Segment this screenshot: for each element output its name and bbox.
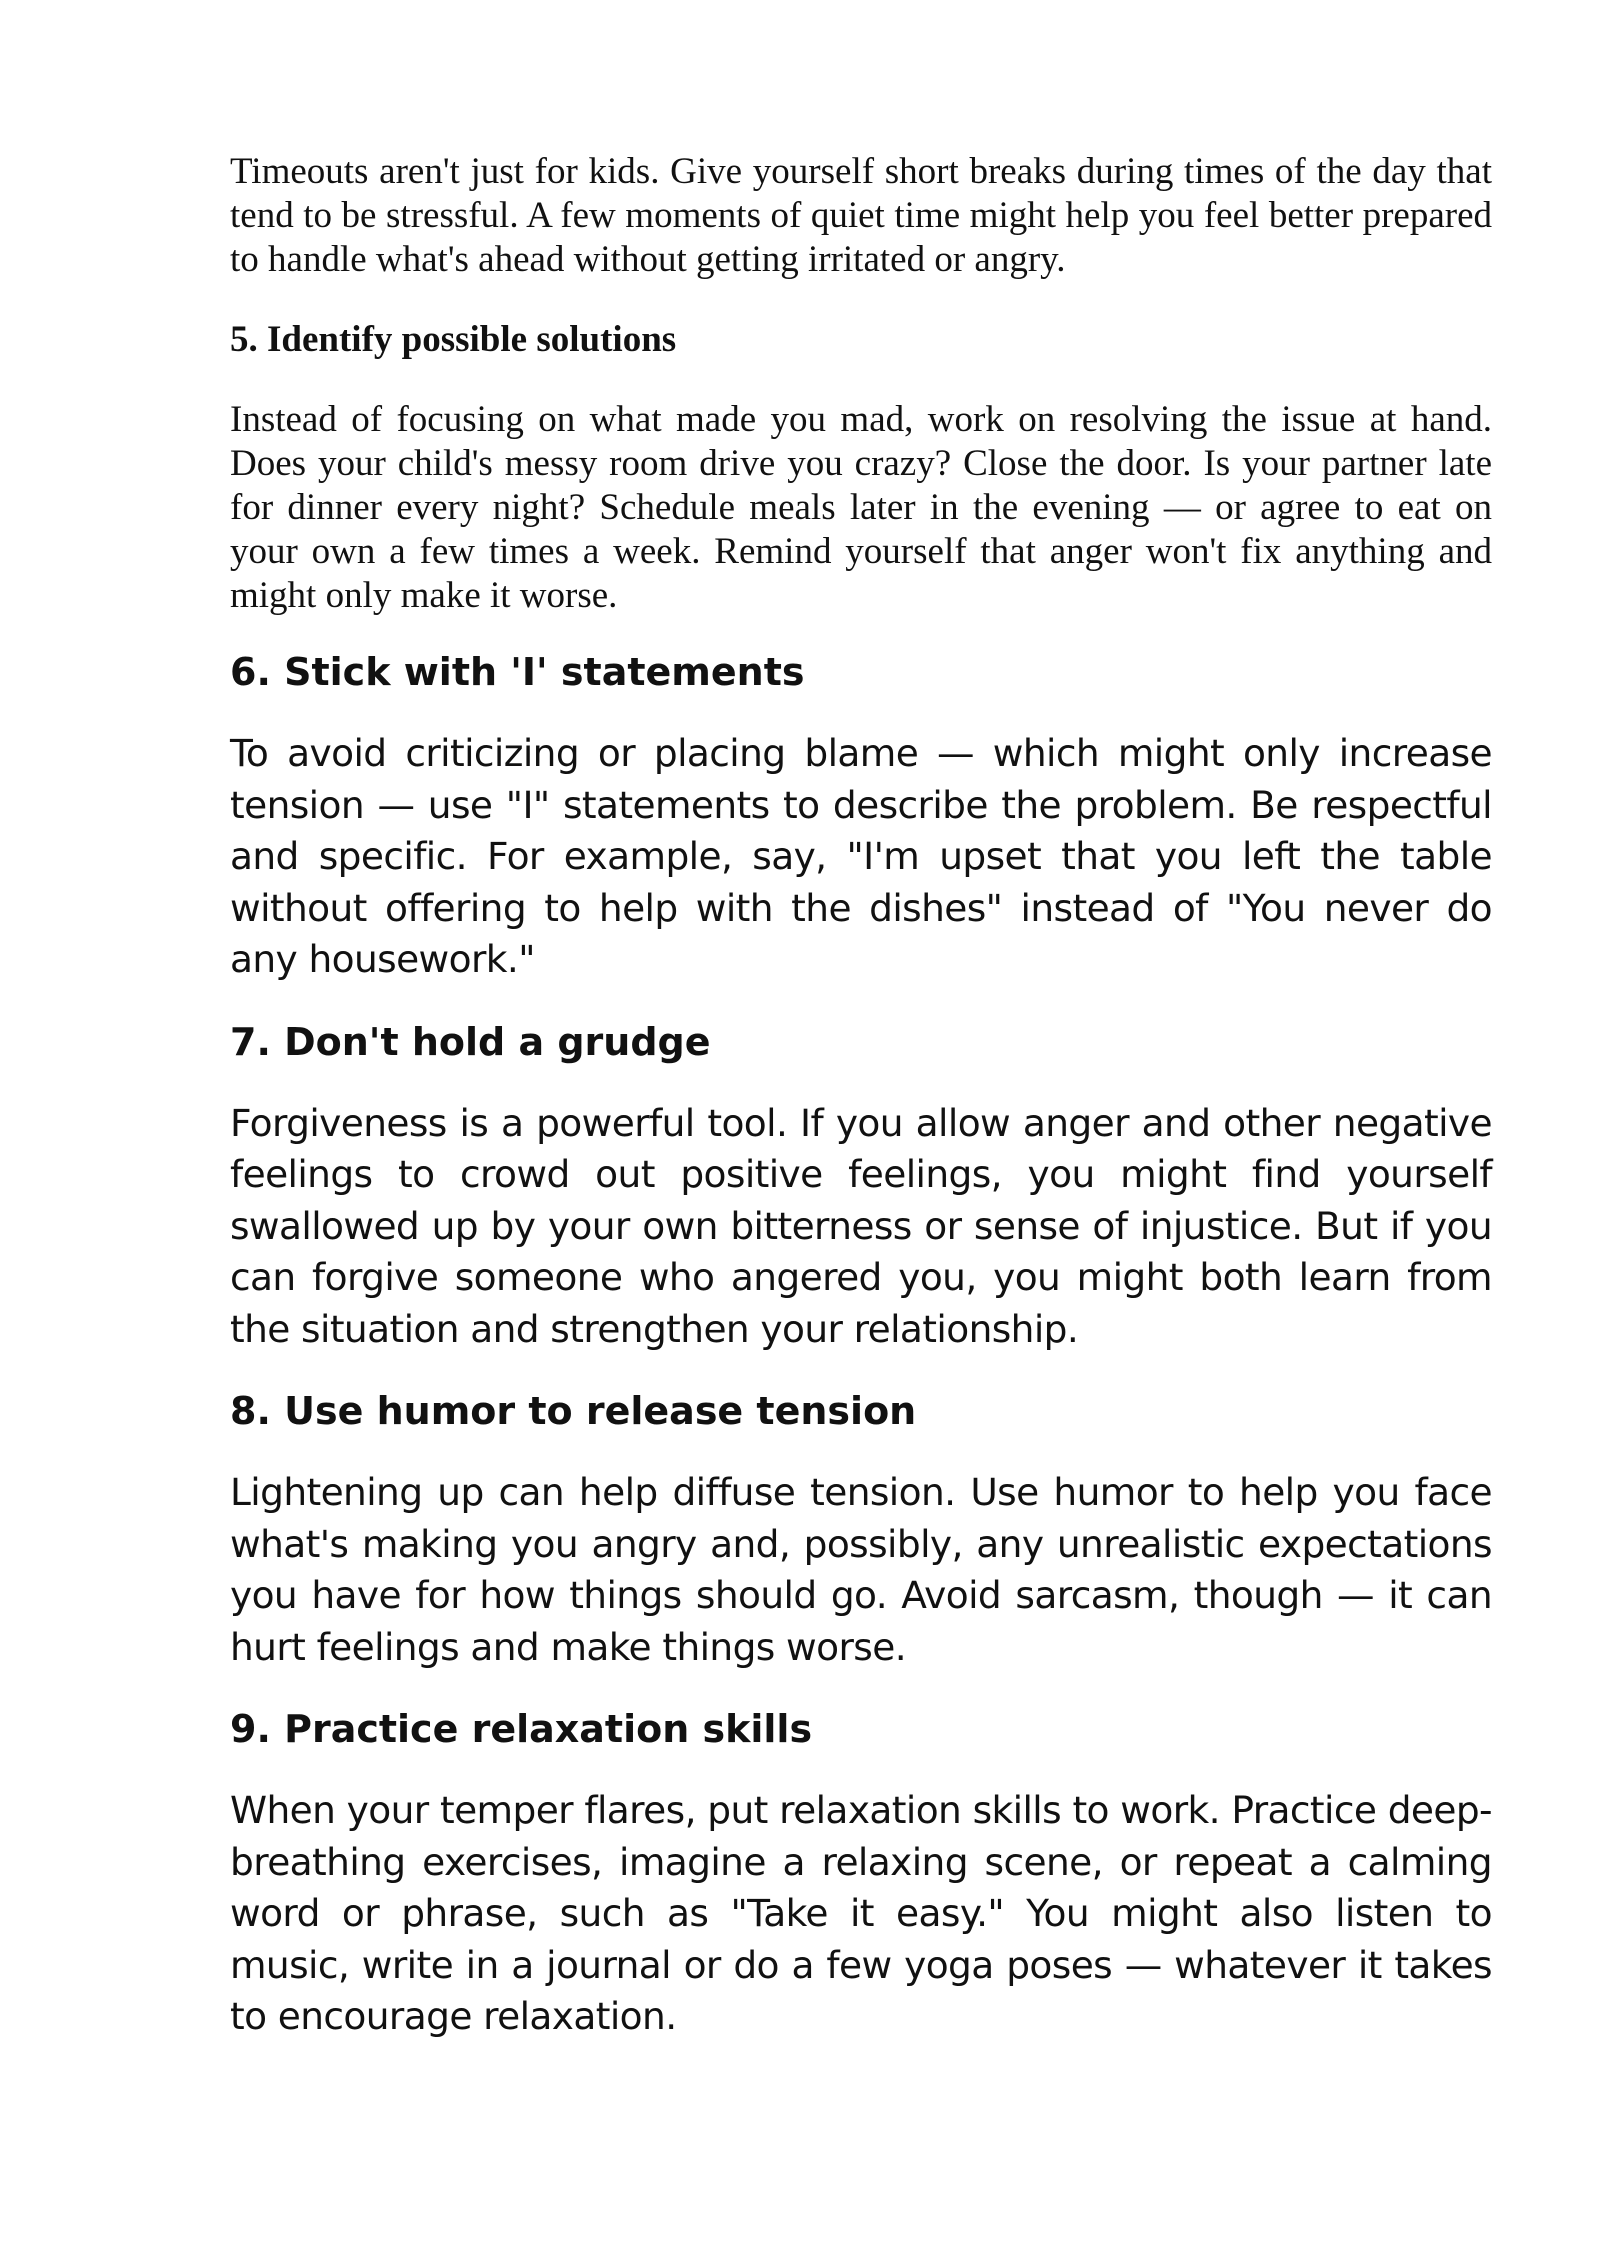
timeouts-paragraph: Timeouts aren't just for kids. Give yourself short breaks during times of the day that tend to be stressful. A few moments of quiet time might help you feel better prepared to handle what's ahead without getting irritated or angry. — [230, 151, 1492, 280]
section-heading-6: 6. Stick with 'I' statements — [230, 650, 805, 694]
section-heading-9: 9. Practice relaxation skills — [230, 1707, 813, 1751]
section-paragraph-6: To avoid criticizing or placing blame — which might only increase tension — use "I" statements to describe the problem. Be respectful and specific. For example, say, "I'm upset that you left the table without offering to help with the dishes" instead of "You never do any housework." — [230, 731, 1492, 981]
section-paragraph-7: Forgiveness is a powerful tool. If you allow anger and other negative feelings to crowd out positive feelings, you might find yourself swallowed up by your own bitterness or sense of injustice. But if you can forgive someone who angered you, you might both learn from the situation and strengthen your relationship. — [230, 1100, 1492, 1351]
section-paragraph-8: Lightening up can help diffuse tension. Use humor to help you face what's making you angry and, possibly, any unrealistic expectations you have for how things should go. Avoid sarcasm, though — it can hurt feelings and make things worse. — [230, 1470, 1492, 1669]
section-heading-5: 5. Identify possible solutions — [230, 319, 677, 360]
section-paragraph-5: Instead of focusing on what made you mad, work on resolving the issue at hand. Does your child's messy room drive you crazy? Close the door. Is your partner late for dinner every night? Schedule meals later in the evening — or agree to eat on your own a few times a week. Remind yourself that anger won't fix anything and might only make it worse. — [230, 399, 1492, 616]
section-heading-7: 7. Don't hold a grudge — [230, 1019, 711, 1064]
section-heading-8: 8. Use humor to release tension — [230, 1389, 917, 1433]
section-paragraph-9: When your temper flares, put relaxation skills to work. Practice deep-breathing exercises, imagine a relaxing scene, or repeat a calming word or phrase, such as "Take it easy." You might also listen to music, write in a journal or do a few yoga poses — whatever it takes to encourage relaxation. — [230, 1788, 1492, 2038]
document-content — [230, 150, 1492, 2043]
